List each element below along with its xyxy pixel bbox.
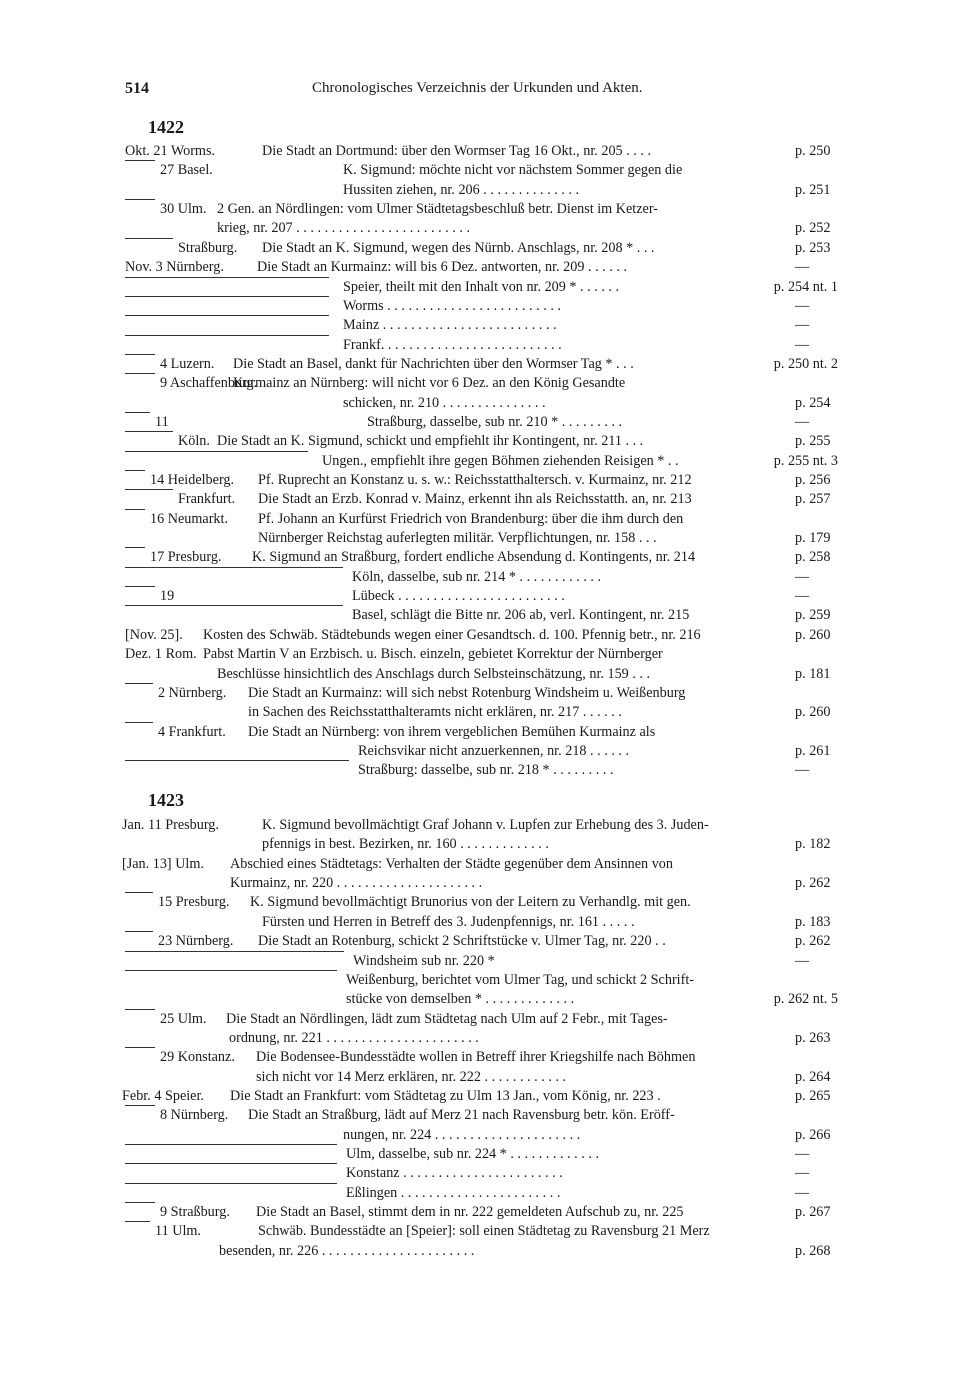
register-entry-line: [0, 1241, 960, 1261]
ditto-rule: [125, 1163, 337, 1164]
entry-date: 9 Straßburg.: [160, 1204, 230, 1220]
register-entry-line: [0, 1086, 960, 1106]
entry-text: Reichsvikar nicht anzuerkennen, nr. 218 . . . . . .: [358, 742, 630, 759]
page-reference: p. 253: [795, 239, 831, 256]
page-reference: —: [795, 952, 810, 969]
entry-text: Lübeck . . . . . . . . . . . . . . . . . . . . . . . .: [352, 588, 565, 604]
entry-date: 23 Nürnberg.: [158, 933, 234, 950]
entry-text: Ungen., empfiehlt ihre gegen Böhmen ziehenden Reisigen * . .: [322, 452, 679, 469]
entry-text: Die Stadt an Rotenburg, schickt 2 Schriftstücke v. Ulmer Tag, nr. 220 . .: [258, 933, 666, 950]
page-reference: —: [795, 1184, 810, 1201]
page-reference: p. 256: [795, 472, 831, 488]
ditto-rule: [125, 605, 343, 606]
register-entry-line: [0, 393, 960, 413]
entry-text: Die Stadt an Kurmainz: will bis 6 Dez. antworten, nr. 209 . . . . . .: [257, 259, 627, 276]
ditto-rule: [125, 373, 155, 374]
entry-text: Die Stadt an K. Sigmund, wegen des Nürnb. Anschlags, nr. 208 * . . .: [262, 239, 655, 256]
page-reference: p. 262: [795, 875, 831, 891]
ditto-rule: [125, 296, 329, 297]
register-entry-line: [0, 547, 960, 567]
entry-text: Pf. Ruprecht an Konstanz u. s. w.: Reichsstatthaltersch. v. Kurmainz, nr. 212: [258, 472, 692, 488]
page-reference: p. 262: [795, 933, 831, 950]
entry-text: Kurmainz, nr. 220 . . . . . . . . . . . . . . . . . . . . .: [230, 875, 483, 891]
entry-text: Die Stadt an Nürnberg: von ihrem vergeblichen Bemühen Kurmainz als: [248, 723, 656, 740]
ditto-rule: [125, 722, 153, 723]
entry-text: Schwäb. Bundesstädte an [Speier]: soll einen Städtetag zu Ravensburg 21 Merz: [258, 1223, 710, 1240]
entry-text: Die Stadt an Nördlingen, lädt zum Städtetag nach Ulm auf 2 Febr., mit Tages-: [226, 1010, 668, 1027]
page-reference: p. 260: [795, 704, 831, 721]
register-entry-line: [0, 277, 960, 297]
page-reference: p. 259: [795, 607, 831, 624]
ditto-rule: [125, 354, 155, 355]
entry-text: K. Sigmund an Straßburg, fordert endliche Absendung d. Kontingents, nr. 214: [252, 549, 696, 566]
register-entry-line: [0, 257, 960, 277]
page-reference: —: [795, 297, 810, 314]
register-entry-line: [0, 854, 960, 874]
page-reference: p. 254 nt. 1: [773, 278, 838, 295]
register-entry-line: [0, 644, 960, 664]
entry-text: Worms . . . . . . . . . . . . . . . . . . . . . . . . .: [343, 297, 561, 314]
ditto-rule: [125, 335, 329, 336]
entry-text: K. Sigmund bevollmächtigt Graf Johann v. Lupfen zur Erhebung des 3. Juden-: [262, 817, 709, 833]
page-reference: p. 251: [795, 181, 831, 198]
entry-text: Eßlingen . . . . . . . . . . . . . . . . . . . . . . .: [346, 1184, 561, 1201]
entry-date: 29 Konstanz.: [160, 1049, 235, 1066]
ditto-rule: [125, 970, 337, 971]
entry-text: Die Stadt an K. Sigmund, schickt und empfiehlt ihr Kontingent, nr. 211 . . .: [217, 433, 644, 450]
ditto-rule: [125, 509, 145, 510]
page-reference: —: [795, 259, 810, 276]
register-entry-line: [0, 141, 960, 161]
register-entry-line: [0, 912, 960, 932]
page-reference: p. 255: [795, 433, 831, 450]
ditto-rule: [125, 760, 349, 761]
page-reference: p. 250: [795, 143, 831, 159]
entry-date: Köln.: [178, 433, 210, 450]
register-entry-line: [0, 931, 960, 951]
register-entry-line: [0, 741, 960, 761]
running-title: Chronologisches Verzeichnis der Urkunden und Akten.: [312, 80, 643, 96]
entry-text: in Sachen des Reichsstatthalteramts nicht erklären, nr. 217 . . . . . .: [248, 704, 622, 721]
entry-text: Ulm, dasselbe, sub nr. 224 * . . . . . . . . . . . . .: [346, 1146, 599, 1162]
page-reference: p. 254: [795, 394, 831, 411]
register-entry-line: [0, 1125, 960, 1145]
ditto-rule: [125, 412, 150, 413]
page-reference: p. 258: [795, 549, 831, 566]
register-entry-line: [0, 431, 960, 451]
register-entry-line: [0, 354, 960, 374]
register-entry-line: [0, 528, 960, 548]
register-entry-line: [0, 664, 960, 684]
entry-date: Straßburg.: [178, 239, 238, 256]
register-entry-line: [0, 1163, 960, 1183]
register-entry-line: [0, 605, 960, 625]
ditto-rule: [125, 586, 155, 587]
ditto-rule: [125, 951, 344, 952]
register-entry-line: [0, 702, 960, 722]
register-entry-line: [0, 489, 960, 509]
ditto-rule: [125, 1047, 155, 1048]
ditto-rule: [125, 160, 155, 161]
entry-text: Mainz . . . . . . . . . . . . . . . . . . . . . . . . .: [343, 317, 557, 334]
register-entry-line: [0, 970, 960, 990]
page-reference: p. 255 nt. 3: [773, 452, 838, 469]
page-reference: p. 260: [795, 626, 831, 643]
entry-date: Febr. 4 Speier.: [122, 1087, 204, 1104]
ditto-rule: [125, 1144, 337, 1145]
page-reference: p. 265: [795, 1087, 831, 1104]
page-reference: —: [795, 413, 810, 430]
entry-text: Hussiten ziehen, nr. 206 . . . . . . . . . . . . . .: [343, 181, 580, 198]
page-reference: —: [795, 1165, 810, 1182]
entry-date: 19: [160, 588, 175, 604]
register-entry-line: [0, 199, 960, 219]
ditto-rule: [125, 199, 155, 200]
ditto-rule: [125, 1009, 155, 1010]
page-reference: —: [795, 1146, 810, 1162]
register-entry-line: [0, 1067, 960, 1087]
register-entry-line: [0, 315, 960, 335]
entry-text: Pf. Johann an Kurfürst Friedrich von Brandenburg: über die ihm durch den: [258, 510, 684, 527]
page-reference: —: [795, 588, 810, 604]
entry-date: 2 Nürnberg.: [158, 684, 227, 701]
entry-date: 30 Ulm.: [160, 201, 207, 218]
register-entry-line: [0, 335, 960, 355]
entry-text: Pabst Martin V an Erzbisch. u. Bisch. einzeln, gebietet Korrektur der Nürnberger: [203, 646, 663, 663]
entry-text: sich nicht vor 14 Merz erklären, nr. 222 . . . . . . . . . . . .: [256, 1068, 567, 1085]
ditto-rule: [125, 683, 153, 684]
entry-text: besenden, nr. 226 . . . . . . . . . . . . . . . . . . . . . .: [219, 1242, 475, 1259]
page-reference: p. 183: [795, 913, 831, 930]
ditto-rule: [125, 1221, 150, 1222]
entry-date: [Jan. 13] Ulm.: [122, 855, 204, 872]
register-entry-line: [0, 1144, 960, 1164]
entry-date: Frankfurt.: [178, 491, 236, 508]
page-number: 514: [125, 80, 149, 97]
register-entry-line: [0, 760, 960, 780]
ditto-rule: [125, 547, 145, 548]
page-reference: —: [795, 317, 810, 334]
register-entry-line: [0, 1047, 960, 1067]
entry-text: Die Stadt an Basel, stimmt dem in nr. 222 gemeldeten Aufschub zu, nr. 225: [256, 1204, 684, 1220]
register-entry-line: [0, 722, 960, 742]
page-reference: p. 262 nt. 5: [773, 991, 838, 1008]
entry-text: Die Stadt an Straßburg, lädt auf Merz 21 nach Ravensburg betr. kön. Eröff-: [248, 1107, 675, 1124]
page-reference: p. 179: [795, 530, 831, 546]
entry-text: stücke von demselben * . . . . . . . . . . . . .: [346, 991, 575, 1008]
entry-date: Jan. 11 Presburg.: [122, 817, 219, 833]
page-reference: p. 264: [795, 1068, 831, 1085]
page-reference: p. 250 nt. 2: [773, 355, 838, 372]
entry-date: Nov. 3 Nürnberg.: [125, 259, 224, 276]
entry-date: 8 Nürnberg.: [160, 1107, 229, 1124]
entry-text: ordnung, nr. 221 . . . . . . . . . . . . . . . . . . . . . .: [229, 1029, 479, 1046]
entry-text: schicken, nr. 210 . . . . . . . . . . . . . . .: [343, 394, 546, 411]
ditto-rule: [125, 238, 173, 239]
entry-text: K. Sigmund bevollmächtigt Brunorius von der Leitern zu Verhandlg. mit gen.: [250, 894, 691, 911]
register-entry-line: [0, 160, 960, 180]
register-entry-line: [0, 567, 960, 587]
ditto-rule: [125, 431, 173, 432]
register-entry-line: [0, 1105, 960, 1125]
register-entry-line: [0, 180, 960, 200]
register-entry-line: [0, 873, 960, 893]
entry-text: Nürnberger Reichstag auferlegten militär. Verpflichtungen, nr. 158 . . .: [258, 530, 657, 546]
page-reference: p. 268: [795, 1242, 831, 1259]
entry-text: Fürsten und Herren in Betreff des 3. Judenpfennigs, nr. 161 . . . . .: [262, 913, 635, 930]
register-entry-line: [0, 951, 960, 971]
entry-text: Abschied eines Städtetags: Verhalten der Städte gegenüber dem Ansinnen von: [230, 855, 673, 872]
entry-text: Weißenburg, berichtet vom Ulmer Tag, und schickt 2 Schrift-: [346, 971, 695, 988]
ditto-rule: [125, 1202, 155, 1203]
entry-date: Okt. 21 Worms.: [125, 143, 216, 159]
entry-text: Köln, dasselbe, sub nr. 214 * . . . . . . . . . . . .: [352, 568, 602, 585]
entry-text: Die Stadt an Basel, dankt für Nachrichten über den Wormser Tag * . . .: [233, 355, 634, 372]
register-entry-line: [0, 1028, 960, 1048]
register-entry-line: [0, 412, 960, 432]
entry-text: Die Stadt an Frankfurt: vom Städtetag zu Ulm 13 Jan., vom König, nr. 223 .: [230, 1087, 661, 1104]
entry-date: 11 Ulm.: [155, 1223, 201, 1240]
register-entry-line: [0, 451, 960, 471]
entry-text: Konstanz . . . . . . . . . . . . . . . . . . . . . . .: [346, 1165, 563, 1182]
ditto-rule: [125, 892, 153, 893]
entry-text: Kosten des Schwäb. Städtebunds wegen einer Gesandtsch. d. 100. Pfennig betr., nr. 216: [203, 626, 701, 643]
ditto-rule: [125, 277, 329, 278]
register-entry-line: [0, 683, 960, 703]
entry-date: Dez. 1 Rom.: [125, 646, 197, 663]
page-reference: —: [795, 336, 810, 353]
entry-date: 14 Heidelberg.: [150, 472, 235, 488]
entry-date: 25 Ulm.: [160, 1010, 207, 1027]
entry-text: Windsheim sub nr. 220 *: [353, 952, 495, 969]
ditto-rule: [125, 489, 173, 490]
entry-date: 11: [155, 413, 169, 430]
register-entry-line: [0, 1202, 960, 1222]
entry-date: 17 Presburg.: [150, 549, 222, 566]
page-reference: p. 261: [795, 742, 831, 759]
entry-text: pfennigs in best. Bezirken, nr. 160 . . . . . . . . . . . . .: [262, 836, 549, 853]
entry-date: 4 Frankfurt.: [158, 723, 226, 740]
year-heading: 1423: [148, 790, 184, 810]
entry-date: 27 Basel.: [160, 162, 213, 179]
register-entry-line: [0, 625, 960, 645]
register-entry-line: [0, 238, 960, 258]
ditto-rule: [125, 470, 145, 471]
entry-date: 4 Luzern.: [160, 355, 215, 372]
entry-text: Beschlüsse hinsichtlich des Anschlags durch Selbsteinschätzung, nr. 159 . . .: [217, 665, 651, 682]
page-reference: p. 181: [795, 665, 831, 682]
entry-text: Straßburg: dasselbe, sub nr. 218 * . . . . . . . . .: [358, 762, 614, 779]
register-entry-line: [0, 296, 960, 316]
ditto-rule: [125, 567, 343, 568]
page-reference: p. 267: [795, 1204, 831, 1220]
ditto-rule: [125, 315, 329, 316]
entry-date: 9 Aschaffenburg.: [160, 375, 258, 392]
register-entry-line: [0, 815, 960, 835]
entry-text: 2 Gen. an Nördlingen: vom Ulmer Städtetagsbeschluß betr. Dienst im Ketzer-: [217, 201, 658, 218]
page-reference: p. 257: [795, 491, 831, 508]
entry-text: Die Stadt an Dortmund: über den Wormser Tag 16 Okt., nr. 205 . . . .: [262, 143, 652, 159]
register-entry-line: [0, 1009, 960, 1029]
entry-text: Die Stadt an Kurmainz: will sich nebst Rotenburg Windsheim u. Weißenburg: [248, 684, 686, 701]
ditto-rule: [125, 1183, 337, 1184]
register-entry-line: [0, 989, 960, 1009]
register-entry-line: [0, 892, 960, 912]
entry-date: 16 Neumarkt.: [150, 510, 229, 527]
page-reference: p. 252: [795, 220, 831, 237]
entry-text: K. Sigmund: möchte nicht vor nächstem Sommer gegen die: [343, 162, 683, 179]
page-reference: p. 266: [795, 1126, 831, 1143]
page-reference: p. 263: [795, 1029, 831, 1046]
page-reference: —: [795, 568, 810, 585]
entry-text: Die Bodensee-Bundesstädte wollen in Betreff ihrer Kriegshilfe nach Böhmen: [256, 1049, 696, 1066]
ditto-rule: [125, 1105, 155, 1106]
ditto-rule: [125, 931, 153, 932]
register-entry-line: [0, 509, 960, 529]
year-heading: 1422: [148, 117, 184, 137]
entry-text: Basel, schlägt die Bitte nr. 206 ab, verl. Kontingent, nr. 215: [352, 607, 690, 624]
entry-text: Straßburg, dasselbe, sub nr. 210 * . . . . . . . . .: [367, 413, 623, 430]
register-entry-line: [0, 373, 960, 393]
register-entry-line: [0, 218, 960, 238]
register-entry-line: [0, 470, 960, 490]
entry-text: Speier, theilt mit den Inhalt von nr. 209 * . . . . . .: [343, 278, 620, 295]
entry-date: 15 Presburg.: [158, 894, 230, 911]
entry-text: krieg, nr. 207 . . . . . . . . . . . . . . . . . . . . . . . . .: [217, 220, 470, 237]
entry-text: Die Stadt an Erzb. Konrad v. Mainz, erkennt ihn als Reichsstatth. an, nr. 213: [258, 491, 692, 508]
register-entry-line: [0, 834, 960, 854]
register-entry-line: [0, 1221, 960, 1241]
page-reference: p. 182: [795, 836, 831, 853]
register-entry-line: [0, 586, 960, 606]
ditto-rule: [125, 451, 308, 452]
entry-date: [Nov. 25].: [125, 626, 183, 643]
entry-text: Kurmainz an Nürnberg: will nicht vor 6 Dez. an den König Gesandte: [233, 375, 626, 392]
entry-text: nungen, nr. 224 . . . . . . . . . . . . . . . . . . . . .: [343, 1126, 581, 1143]
entry-text: Frankf. . . . . . . . . . . . . . . . . . . . . . . . . .: [343, 336, 562, 353]
register-entry-line: [0, 1183, 960, 1203]
page-reference: —: [795, 762, 810, 779]
